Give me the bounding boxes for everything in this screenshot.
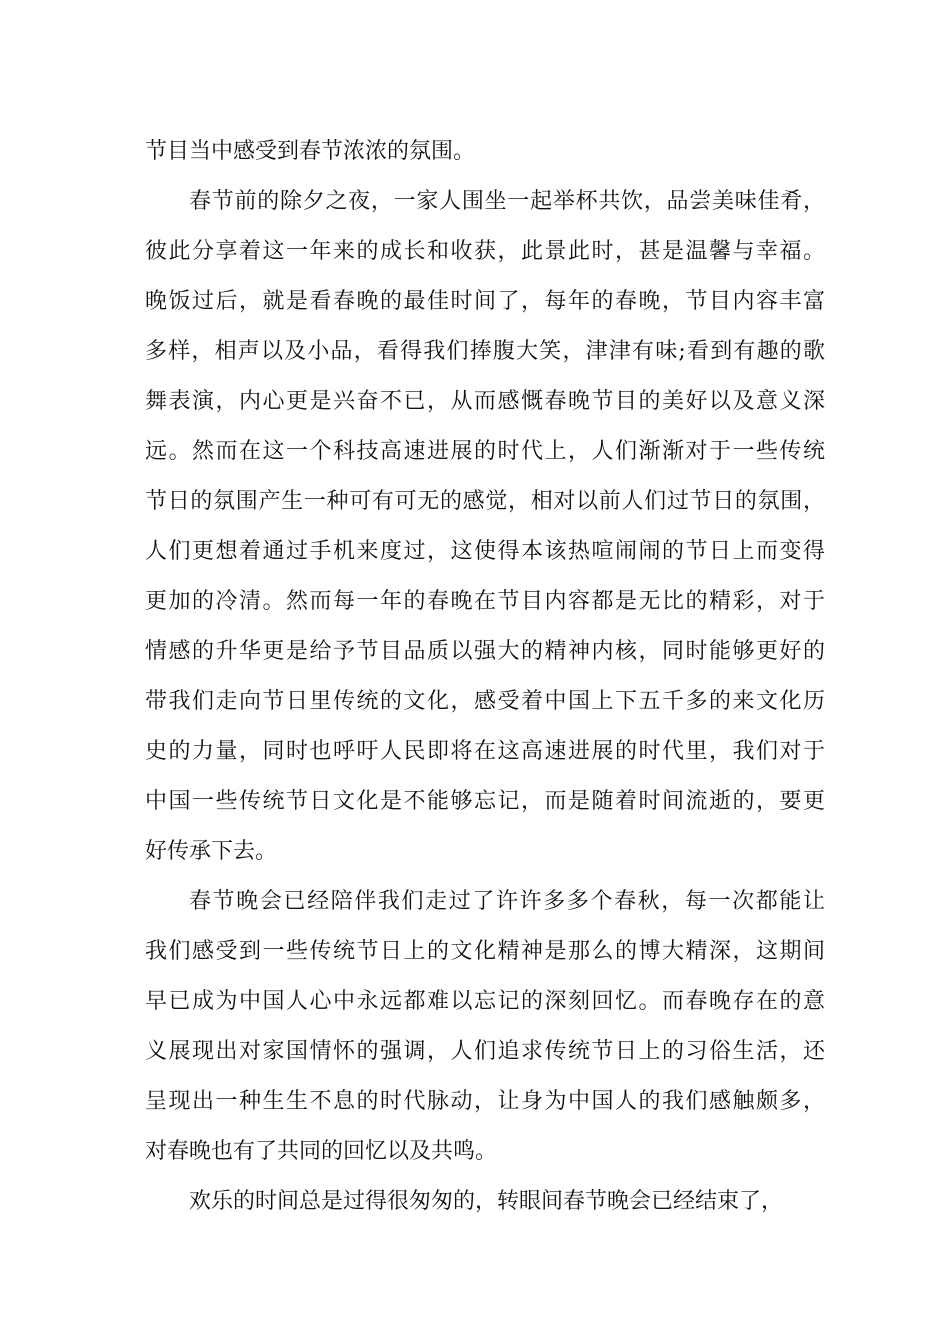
text-line: 带我们走向节日里传统的文化，感受着中国上下五千多的来文化历: [145, 689, 825, 714]
text-line: 春节前的除夕之夜，一家人围坐一起举杯共饮，品尝美味佳肴，: [189, 189, 825, 214]
text-line: 情感的升华更是给予节目品质以强大的精神内核，同时能够更好的: [145, 639, 825, 664]
text-line: 晚饭过后，就是看春晚的最佳时间了，每年的春晚，节目内容丰富: [145, 289, 825, 314]
text-line: 人们更想着通过手机来度过，这使得本该热喧闹闹的节日上而变得: [145, 539, 825, 564]
text-line: 我们感受到一些传统节日上的文化精神是那么的博大精深，这期间: [145, 939, 825, 964]
text-line: 远。然而在这一个科技高速进展的时代上，人们渐渐对于一些传统: [145, 439, 825, 464]
text-line: 义展现出对家国情怀的强调，人们追求传统节日上的习俗生活，还: [145, 1039, 825, 1064]
text-line: 呈现出一种生生不息的时代脉动，让身为中国人的我们感触颇多，: [145, 1089, 825, 1114]
text-line: 多样，相声以及小品，看得我们捧腹大笑，津津有味;看到有趣的歌: [145, 339, 825, 364]
text-line: 舞表演，内心更是兴奋不已，从而感慨春晚节目的美好以及意义深: [145, 389, 825, 414]
text-line: 欢乐的时间总是过得很匆匆的，转眼间春节晚会已经结束了，: [189, 1189, 784, 1214]
text-line: 节目当中感受到春节浓浓的氛围。: [145, 139, 476, 164]
text-line: 更加的冷清。然而每一年的春晚在节目内容都是无比的精彩，对于: [145, 589, 825, 614]
text-line: 早已成为中国人心中永远都难以忘记的深刻回忆。而春晚存在的意: [145, 989, 825, 1014]
text-line: 对春晚也有了共同的回忆以及共鸣。: [145, 1139, 498, 1164]
text-line: 春节晚会已经陪伴我们走过了许许多多个春秋，每一次都能让: [189, 889, 825, 914]
text-line: 史的力量，同时也呼吁人民即将在这高速进展的时代里，我们对于: [145, 739, 825, 764]
text-line: 彼此分享着这一年来的成长和收获，此景此时，甚是温馨与幸福。: [145, 239, 825, 264]
text-line: 中国一些传统节日文化是不能够忘记，而是随着时间流逝的，要更: [145, 789, 825, 814]
text-line: 好传承下去。: [145, 839, 278, 864]
text-line: 节日的氛围产生一种可有可无的感觉，相对以前人们过节日的氛围，: [145, 489, 825, 514]
